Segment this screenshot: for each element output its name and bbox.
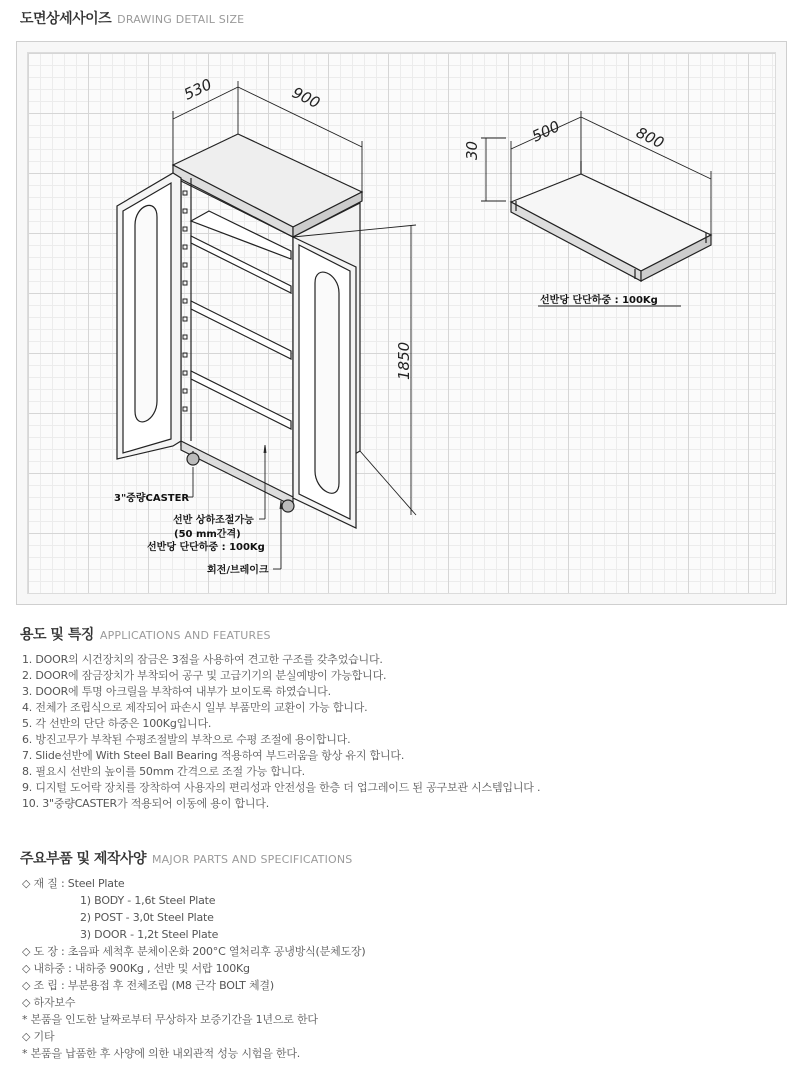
- rotate-brake-label: 회전/브레이크: [207, 565, 269, 576]
- list-item: 6. 방진고무가 부착된 수평조절발의 부착으로 수평 조절에 용이합니다.: [22, 733, 351, 746]
- drawer-depth-dim: 500: [529, 117, 563, 146]
- list-item: 3. DOOR에 투명 아크릴을 부착하여 내부가 보이도록 하였습니다.: [22, 685, 331, 698]
- cabinet-width-dim: 900: [289, 83, 323, 113]
- spec-material-door: 3) DOOR - 1,2t Steel Plate: [80, 928, 219, 941]
- drawing-title-ko: 도면상세사이즈: [20, 11, 112, 27]
- caster-label: 3"중량CASTER: [114, 493, 190, 504]
- drawer-load-label: 선반당 단단하중 : 100Kg: [540, 295, 658, 306]
- drawing-panel: [16, 41, 787, 605]
- list-item: 9. 디지털 도어락 장치를 장착하여 사용자의 편리성과 안전성을 한층 더 업그레이드 된 공구보관 시스템입니다 .: [22, 781, 541, 794]
- list-item: 4. 전체가 조립식으로 제작되어 파손시 일부 부품만의 교환이 가능 합니다.: [22, 701, 368, 714]
- drawer-height-dim: 30: [463, 140, 481, 160]
- list-item: 7. Slide선반에 With Steel Ball Bearing 적용하여 부드러움을 항상 유지 합니다.: [22, 749, 405, 762]
- list-item: 1. DOOR의 시건장치의 잠금은 3점을 사용하여 견고한 구조를 갖추었습니다.: [22, 653, 383, 666]
- spec-etc-title: ◇ 기타: [22, 1030, 55, 1043]
- cabinet-height-dim: 1850: [395, 341, 413, 380]
- list-item: 2. DOOR에 잠금장치가 부착되어 공구 및 고급기기의 분실예방이 가능합니다.: [22, 669, 387, 682]
- features-title-en: APPLICATIONS AND FEATURES: [99, 629, 271, 642]
- spec-material-post: 2) POST - 3,0t Steel Plate: [80, 911, 214, 924]
- list-item: 8. 필요시 선반의 높이를 50mm 간격으로 조절 가능 합니다.: [22, 765, 305, 778]
- shelf-adjust-label: 선반 상하조절가능: [173, 515, 254, 526]
- right-door: [293, 237, 356, 528]
- features-section-header: [20, 624, 271, 646]
- left-post-holes: [183, 191, 187, 411]
- spec-warranty-text: * 본품을 인도한 날짜로부터 무상하자 보증기간을 1년으로 한다: [22, 1013, 318, 1026]
- shelf-load-label: 선반당 단단하중 : 100Kg: [147, 542, 265, 553]
- drawing-section-header: [20, 8, 244, 30]
- list-item: 10. 3"중량CASTER가 적용되어 이동에 용이 합니다.: [22, 797, 270, 810]
- features-list: [22, 652, 540, 812]
- drawer-tray: [511, 161, 711, 281]
- specs-list: [22, 875, 365, 1062]
- technical-drawing: [17, 42, 786, 604]
- shelf-interval-label: (50 mm간격): [174, 529, 241, 540]
- specs-section-header: [20, 848, 353, 870]
- spec-material-body: 1) BODY - 1,6t Steel Plate: [80, 894, 216, 907]
- spec-assembly: ◇ 조 립 : 부분용접 후 전체조립 (M8 근각 BOLT 체결): [22, 979, 274, 992]
- spec-coating: ◇ 도 장 : 초음파 세척후 분체이온화 200°C 열처리후 공냉방식(분체도장): [22, 945, 366, 958]
- drawer-width-dim: 800: [633, 123, 667, 153]
- cabinet-base: [181, 441, 293, 506]
- spec-warranty-title: ◇ 하자보수: [22, 996, 76, 1009]
- caster-right: [282, 500, 294, 512]
- cabinet-shelves: [191, 211, 291, 429]
- spec-material: ◇ 재 질 : Steel Plate: [22, 877, 125, 890]
- spec-load: ◇ 내하중 : 내하중 900Kg , 선반 및 서랍 100Kg: [22, 962, 250, 975]
- features-title-ko: 용도 및 특징: [20, 627, 94, 643]
- specs-title-en: MAJOR PARTS AND SPECIFICATIONS: [151, 853, 353, 866]
- specs-title-ko: 주요부품 및 제작사양: [20, 851, 146, 867]
- drawing-title-en: DRAWING DETAIL SIZE: [117, 13, 245, 26]
- left-door: [117, 173, 181, 459]
- cabinet-depth-dim: 530: [181, 75, 215, 104]
- list-item: 5. 각 선반의 단단 하중은 100Kg입니다.: [22, 717, 212, 730]
- spec-etc-text: * 본품을 납품한 후 사양에 의한 내외관적 성능 시험을 한다.: [22, 1047, 301, 1060]
